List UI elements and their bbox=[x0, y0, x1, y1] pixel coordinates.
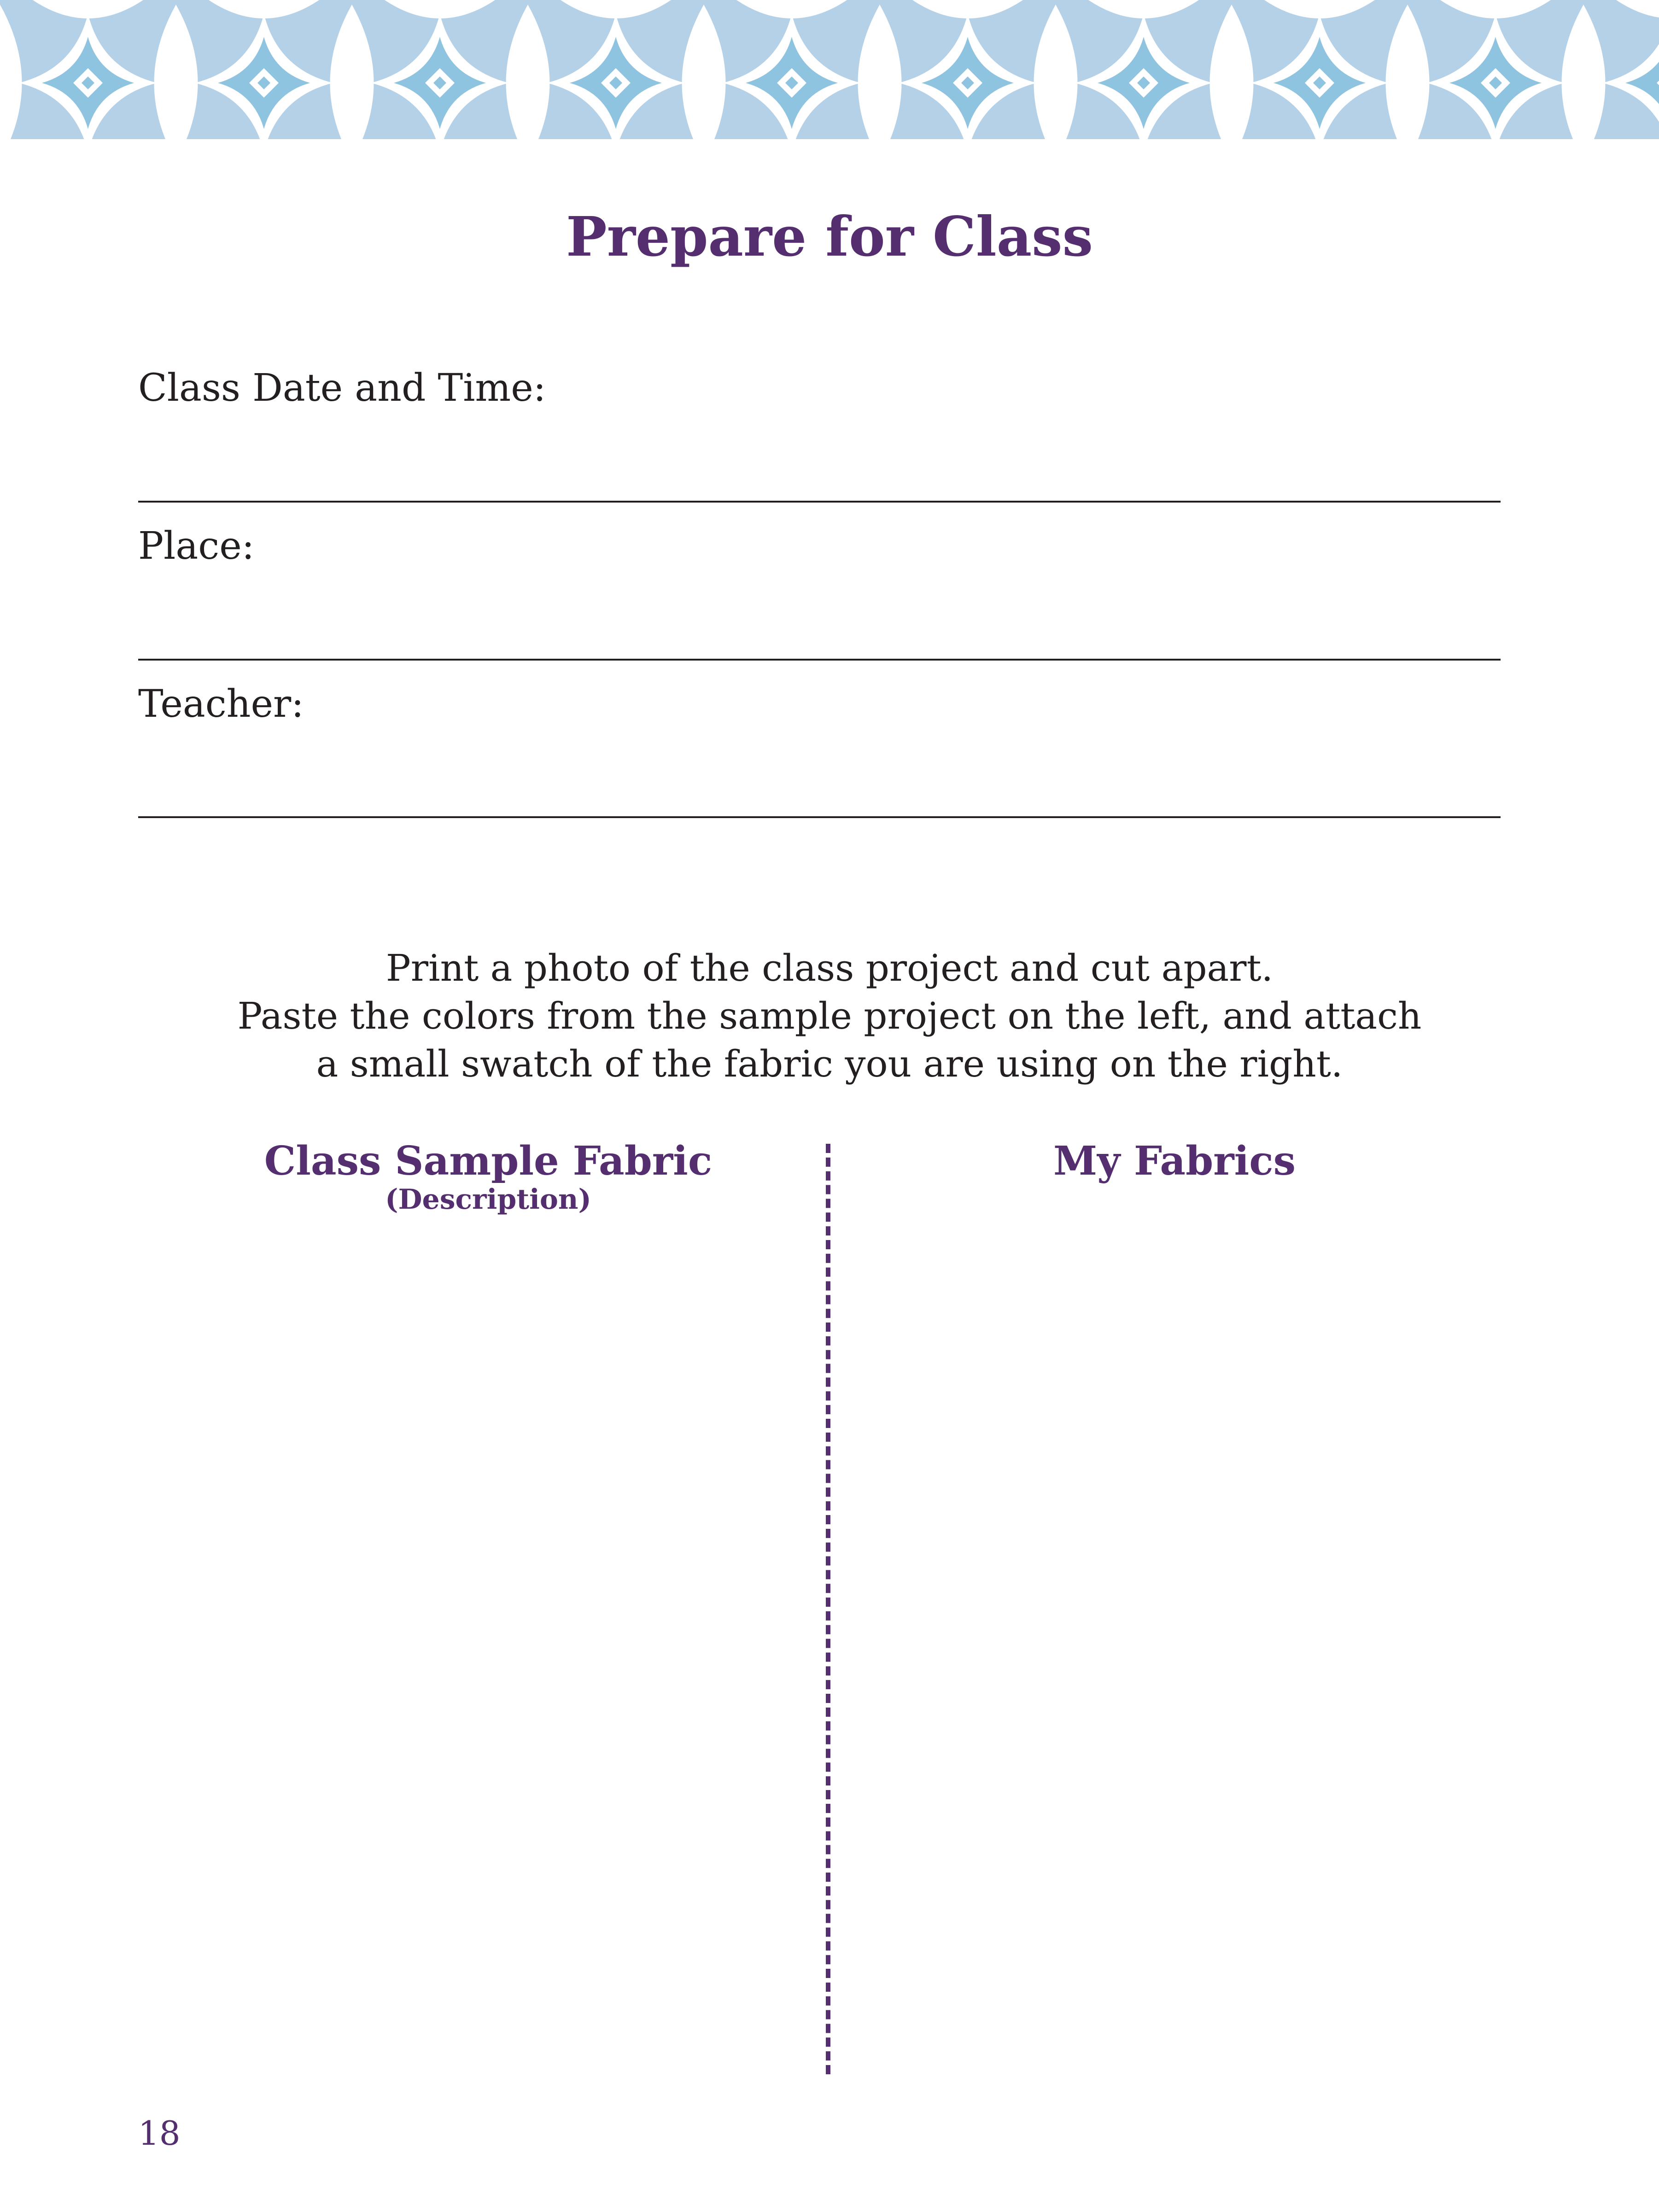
pattern-tiles bbox=[0, 0, 1659, 139]
place-write-line bbox=[138, 659, 1501, 661]
class-date-time-label: Class Date and Time: bbox=[138, 366, 546, 410]
place-label: Place: bbox=[138, 524, 255, 568]
class-date-time-write-line bbox=[138, 501, 1501, 503]
description-subheading: (Description) bbox=[385, 1183, 591, 1216]
page-number: 18 bbox=[138, 2114, 181, 2153]
instruction-line: Paste the colors from the sample project on the left, and attach bbox=[237, 995, 1422, 1037]
instruction-line: a small swatch of the fabric you are using on the right. bbox=[316, 1042, 1343, 1085]
dashed-column-divider bbox=[826, 1144, 830, 2074]
decorative-pattern-banner bbox=[0, 0, 1659, 139]
my-fabrics-heading: My Fabrics bbox=[1053, 1138, 1296, 1184]
teacher-write-line bbox=[138, 816, 1501, 818]
page-title: Prepare for Class bbox=[566, 205, 1093, 269]
class-sample-fabric-heading: Class Sample Fabric bbox=[264, 1138, 713, 1184]
instructions-paragraph bbox=[0, 944, 1659, 1088]
instruction-line: Print a photo of the class project and cut apart. bbox=[386, 947, 1273, 989]
teacher-label: Teacher: bbox=[138, 682, 304, 726]
